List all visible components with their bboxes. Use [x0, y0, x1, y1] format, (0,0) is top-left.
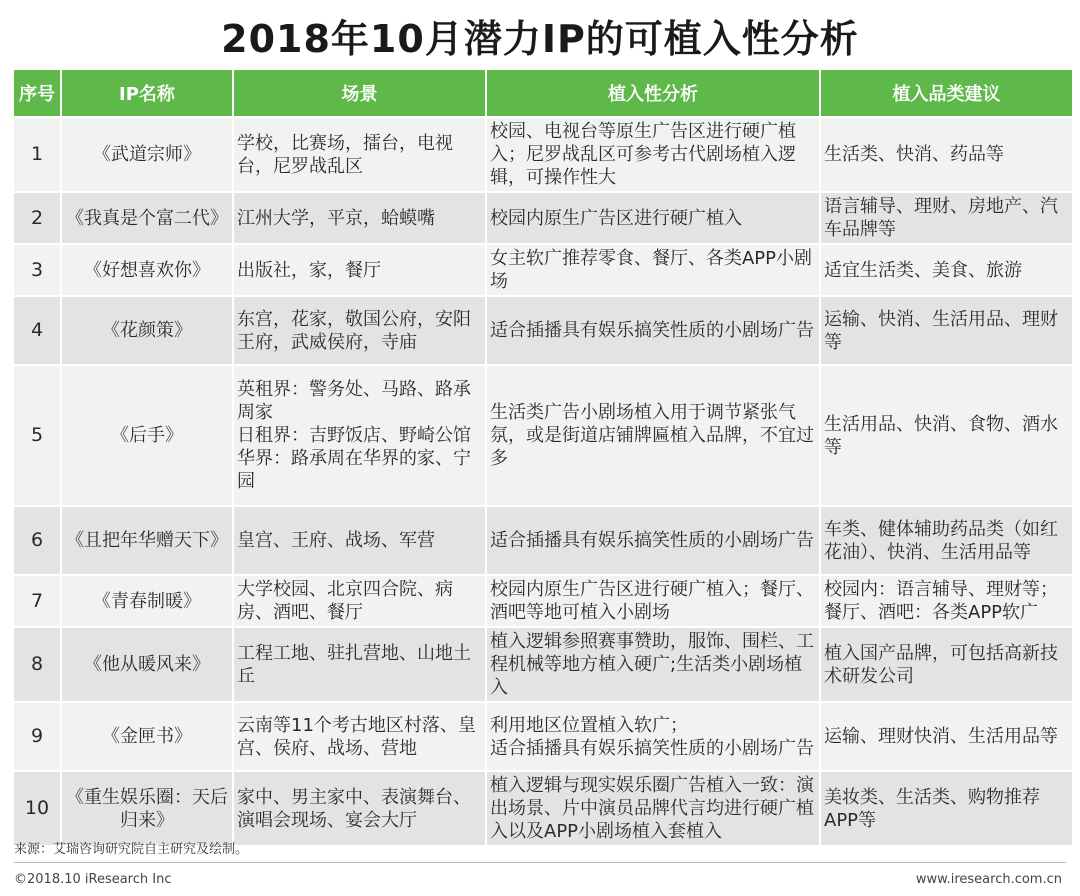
cell-index: 9 [13, 702, 61, 771]
cell-index: 3 [13, 244, 61, 296]
cell-analysis: 植入逻辑参照赛事赞助，服饰、围栏、工程机械等地方植入硬广;生活类小剧场植入 [486, 627, 820, 702]
cell-scene: 云南等11个考古地区村落、皇宫、侯府、战场、营地 [233, 702, 486, 771]
cell-suggestion: 车类、健体辅助药品类（如红花油）、快消、生活用品等 [820, 506, 1073, 575]
cell-ip-name: 《我真是个富二代》 [61, 192, 233, 244]
table-row [13, 192, 1073, 244]
page-title: 2018年10月潜力IP的可植入性分析 [221, 17, 859, 61]
table-header-row [13, 69, 1073, 117]
cell-ip-name: 《青春制暖》 [61, 575, 233, 627]
cell-analysis: 校园、电视台等原生广告区进行硬广植入；尼罗战乱区可参考古代剧场植入逻辑，可操作性大 [486, 117, 820, 192]
header-analysis: 植入性分析 [486, 69, 820, 117]
cell-ip-name: 《重生娱乐圈：天后归来》 [61, 771, 233, 846]
cell-suggestion: 运输、理财快消、生活用品等 [820, 702, 1073, 771]
source-note: 来源：艾瑞咨询研究院自主研究及绘制。 [14, 842, 249, 857]
cell-scene: 皇宫、王府、战场、军营 [233, 506, 486, 575]
cell-suggestion: 语言辅导、理财、房地产、汽车品牌等 [820, 192, 1073, 244]
cell-scene: 英租界：警务处、马路、路承周家 日租界：吉野饭店、野崎公馆 华界：路承周在华界的家、宁园 [233, 365, 486, 506]
cell-scene: 工程工地、驻扎营地、山地土丘 [233, 627, 486, 702]
cell-suggestion: 运输、快消、生活用品、理财等 [820, 296, 1073, 365]
cell-index: 10 [13, 771, 61, 846]
cell-index: 7 [13, 575, 61, 627]
cell-index: 1 [13, 117, 61, 192]
cell-index: 5 [13, 365, 61, 506]
table-row [13, 296, 1073, 365]
cell-ip-name: 《金匣书》 [61, 702, 233, 771]
cell-suggestion: 植入国产品牌，可包括高新技术研发公司 [820, 627, 1073, 702]
header-ip-name: IP名称 [61, 69, 233, 117]
cell-analysis: 校园内原生广告区进行硬广植入；餐厅、酒吧等地可植入小剧场 [486, 575, 820, 627]
table-row [13, 117, 1073, 192]
cell-ip-name: 《且把年华赠天下》 [61, 506, 233, 575]
table-row [13, 506, 1073, 575]
header-suggestion: 植入品类建议 [820, 69, 1073, 117]
cell-index: 2 [13, 192, 61, 244]
table-row [13, 771, 1073, 846]
cell-scene: 出版社，家，餐厅 [233, 244, 486, 296]
table-row [13, 575, 1073, 627]
cell-suggestion: 生活类、快消、药品等 [820, 117, 1073, 192]
cell-suggestion: 生活用品、快消、食物、酒水等 [820, 365, 1073, 506]
cell-scene: 大学校园、北京四合院、病房、酒吧、餐厅 [233, 575, 486, 627]
cell-ip-name: 《武道宗师》 [61, 117, 233, 192]
cell-suggestion: 适宜生活类、美食、旅游 [820, 244, 1073, 296]
table-row [13, 702, 1073, 771]
cell-scene: 家中、男主家中、表演舞台、演唱会现场、宴会大厅 [233, 771, 486, 846]
cell-suggestion: 校园内：语言辅导、理财等；餐厅、酒吧：各类APP软广 [820, 575, 1073, 627]
cell-ip-name: 《花颜策》 [61, 296, 233, 365]
footer-divider [14, 862, 1066, 863]
cell-analysis: 植入逻辑与现实娱乐圈广告植入一致：演出场景、片中演员品牌代言均进行硬广植入以及APP小剧场植入套植入 [486, 771, 820, 846]
cell-analysis: 适合插播具有娱乐搞笑性质的小剧场广告 [486, 506, 820, 575]
header-index: 序号 [13, 69, 61, 117]
cell-analysis: 校园内原生广告区进行硬广植入 [486, 192, 820, 244]
cell-index: 8 [13, 627, 61, 702]
cell-analysis: 生活类广告小剧场植入用于调节紧张气氛，或是街道店铺牌匾植入品牌，不宜过多 [486, 365, 820, 506]
table-row [13, 244, 1073, 296]
cell-analysis: 适合插播具有娱乐搞笑性质的小剧场广告 [486, 296, 820, 365]
cell-ip-name: 《好想喜欢你》 [61, 244, 233, 296]
header-scene: 场景 [233, 69, 486, 117]
table-row [13, 627, 1073, 702]
cell-scene: 学校，比赛场，擂台，电视台，尼罗战乱区 [233, 117, 486, 192]
cell-suggestion: 美妆类、生活类、购物推荐APP等 [820, 771, 1073, 846]
cell-ip-name: 《他从暖风来》 [61, 627, 233, 702]
cell-ip-name: 《后手》 [61, 365, 233, 506]
cell-index: 6 [13, 506, 61, 575]
table-row [13, 365, 1073, 506]
copyright: ©2018.10 iResearch Inc [14, 872, 172, 887]
website: www.iresearch.com.cn [915, 872, 1062, 887]
cell-scene: 东宫，花家，敬国公府，安阳王府，武威侯府，寺庙 [233, 296, 486, 365]
cell-scene: 江州大学，平京，蛤蟆嘴 [233, 192, 486, 244]
cell-analysis: 利用地区位置植入软广； 适合插播具有娱乐搞笑性质的小剧场广告 [486, 702, 820, 771]
ip-analysis-table [12, 68, 1074, 847]
cell-index: 4 [13, 296, 61, 365]
cell-analysis: 女主软广推荐零食、餐厅、各类APP小剧场 [486, 244, 820, 296]
